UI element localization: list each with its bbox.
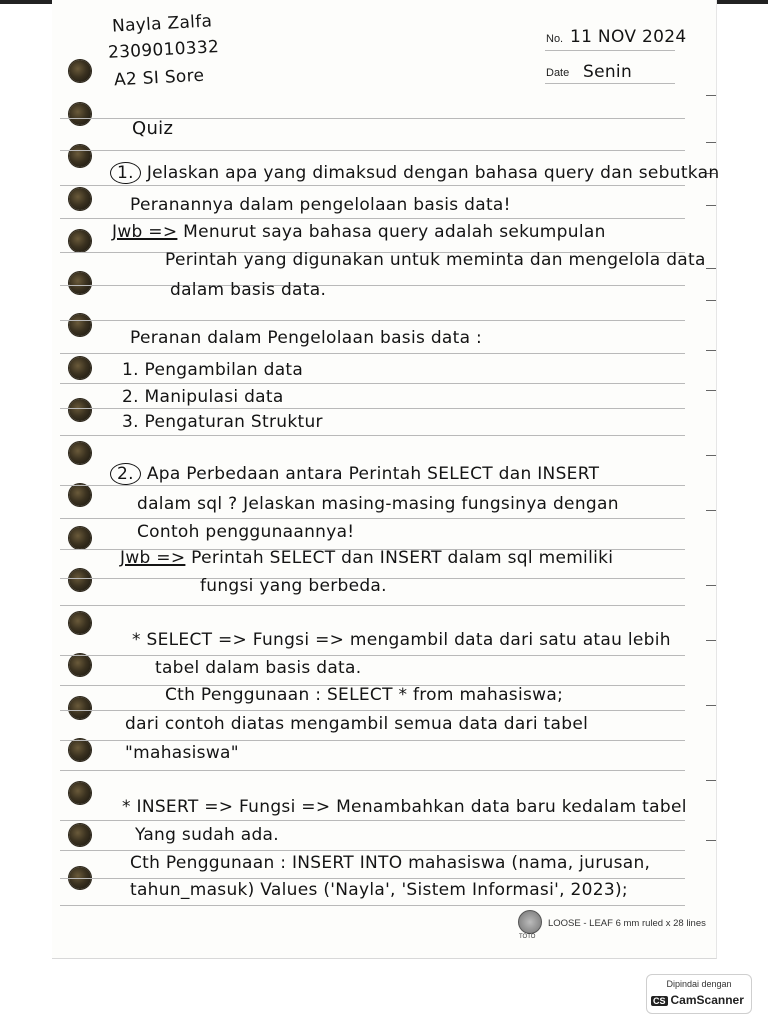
margin-tick — [706, 455, 716, 456]
answer-text: Menurut saya bahasa query adalah sekumpulan — [183, 222, 606, 242]
punch-hole — [69, 103, 91, 125]
punch-hole — [69, 782, 91, 804]
question-1-line-2: Peranannya dalam pengelolaan basis data! — [130, 195, 511, 215]
role-item: 2. Manipulasi data — [122, 387, 284, 407]
answer-1-line-1 — [112, 222, 606, 242]
margin-tick — [706, 390, 716, 391]
margin-tick — [706, 268, 716, 269]
margin-tick — [706, 205, 716, 206]
select-line-5: "mahasiswa" — [125, 743, 239, 763]
ruled-line — [60, 485, 685, 486]
ruled-line — [545, 83, 675, 84]
roles-title: Peranan dalam Pengelolaan basis data : — [130, 328, 483, 348]
question-text: Jelaskan apa yang dimaksud dengan bahasa query dan sebutkan — [146, 163, 720, 183]
punch-hole — [69, 357, 91, 379]
punch-hole — [69, 569, 91, 591]
ruled-line — [545, 50, 675, 51]
camscanner-caption: Dipindai dengan — [666, 979, 732, 989]
date-number: 11 NOV 2024 — [570, 27, 687, 47]
punch-hole — [69, 272, 91, 294]
ruled-line — [60, 740, 685, 741]
question-2-line-3: Contoh penggunaannya! — [137, 522, 355, 542]
student-class: A2 SI Sore — [113, 65, 205, 91]
ruled-line — [60, 150, 685, 151]
punch-hole — [69, 230, 91, 252]
question-2-line-1 — [110, 463, 599, 485]
answer-1-line-2: Perintah yang digunakan untuk meminta dan mengelola data — [165, 250, 706, 270]
ruled-line — [60, 905, 685, 906]
punch-hole — [69, 484, 91, 506]
camscanner-name: CamScanner — [670, 993, 744, 1007]
no-label: No. — [546, 33, 564, 45]
margin-tick — [706, 350, 716, 351]
student-id: 2309010332 — [107, 37, 220, 63]
ruled-line — [60, 383, 685, 384]
margin-tick — [706, 640, 716, 641]
answer-label: Jwb => — [120, 548, 186, 568]
punch-hole — [69, 739, 91, 761]
ruled-line — [60, 435, 685, 436]
question-1-line-1 — [110, 162, 719, 184]
page-title: Quiz — [132, 118, 174, 139]
punch-hole — [69, 188, 91, 210]
ruled-line — [60, 353, 685, 354]
ruled-line — [60, 770, 685, 771]
camscanner-icon: CS — [653, 996, 666, 1006]
ruled-line — [60, 878, 685, 879]
ruled-line — [60, 320, 685, 321]
role-item: 1. Pengambilan data — [122, 360, 304, 380]
ruled-line — [60, 408, 685, 409]
punch-hole — [69, 612, 91, 634]
margin-tick — [706, 142, 716, 143]
insert-line-4: tahun_masuk) Values ('Nayla', 'Sistem Informasi', 2023); — [130, 880, 628, 900]
camscanner-brand — [651, 993, 744, 1007]
ruled-line — [60, 655, 685, 656]
punch-hole — [69, 314, 91, 336]
select-line-3: Cth Penggunaan : SELECT * from mahasiswa; — [165, 685, 564, 705]
insert-line-1: * INSERT => Fungsi => Menambahkan data baru kedalam tabel — [122, 797, 687, 817]
insert-line-2: Yang sudah ada. — [135, 825, 279, 845]
camscanner-badge — [646, 974, 752, 1014]
punch-hole — [69, 399, 91, 421]
select-line-1: * SELECT => Fungsi => mengambil data dari satu atau lebih — [132, 630, 671, 650]
question-number: 1. — [110, 162, 141, 184]
question-number: 2. — [110, 463, 141, 485]
select-line-2: tabel dalam basis data. — [155, 658, 362, 678]
date-label: Date — [546, 67, 570, 79]
margin-tick — [706, 510, 716, 511]
margin-tick — [706, 95, 716, 96]
select-line-4: dari contoh diatas mengambil semua data dari tabel — [125, 714, 589, 734]
student-name: Nayla Zalfa — [111, 11, 213, 37]
question-text: Apa Perbedaan antara Perintah SELECT dan INSERT — [146, 464, 600, 484]
ruled-line — [60, 710, 685, 711]
punch-hole — [69, 527, 91, 549]
answer-2-line-1 — [120, 548, 613, 568]
answer-2-line-2: fungsi yang berbeda. — [200, 576, 387, 596]
margin-tick — [706, 585, 716, 586]
question-2-line-2: dalam sql ? Jelaskan masing-masing fungsinya dengan — [137, 494, 619, 514]
answer-label: Jwb => — [112, 222, 178, 242]
paper-logo-text: TOTO — [519, 934, 536, 940]
paper-brand-logo — [518, 910, 542, 934]
insert-line-3: Cth Penggunaan : INSERT INTO mahasiswa (nama, jurusan, — [130, 853, 651, 873]
margin-tick — [706, 300, 716, 301]
ruled-line — [60, 850, 685, 851]
answer-text: Perintah SELECT dan INSERT dalam sql memiliki — [191, 548, 614, 568]
punch-hole — [69, 697, 91, 719]
answer-1-line-3: dalam basis data. — [170, 280, 327, 300]
ruled-line — [60, 285, 685, 286]
punch-hole — [69, 145, 91, 167]
margin-tick — [706, 780, 716, 781]
paper-brand: LOOSE - LEAF 6 mm ruled x 28 lines — [548, 918, 706, 929]
margin-tick — [706, 705, 716, 706]
ruled-line — [60, 185, 685, 186]
punch-hole — [69, 654, 91, 676]
punch-hole — [69, 442, 91, 464]
margin-tick — [706, 840, 716, 841]
date-day: Senin — [583, 62, 633, 82]
ruled-line — [60, 218, 685, 219]
role-item: 3. Pengaturan Struktur — [122, 412, 323, 432]
punch-hole — [69, 60, 91, 82]
ruled-line — [60, 605, 685, 606]
ruled-line — [60, 518, 685, 519]
punch-hole — [69, 824, 91, 846]
ruled-line — [60, 820, 685, 821]
